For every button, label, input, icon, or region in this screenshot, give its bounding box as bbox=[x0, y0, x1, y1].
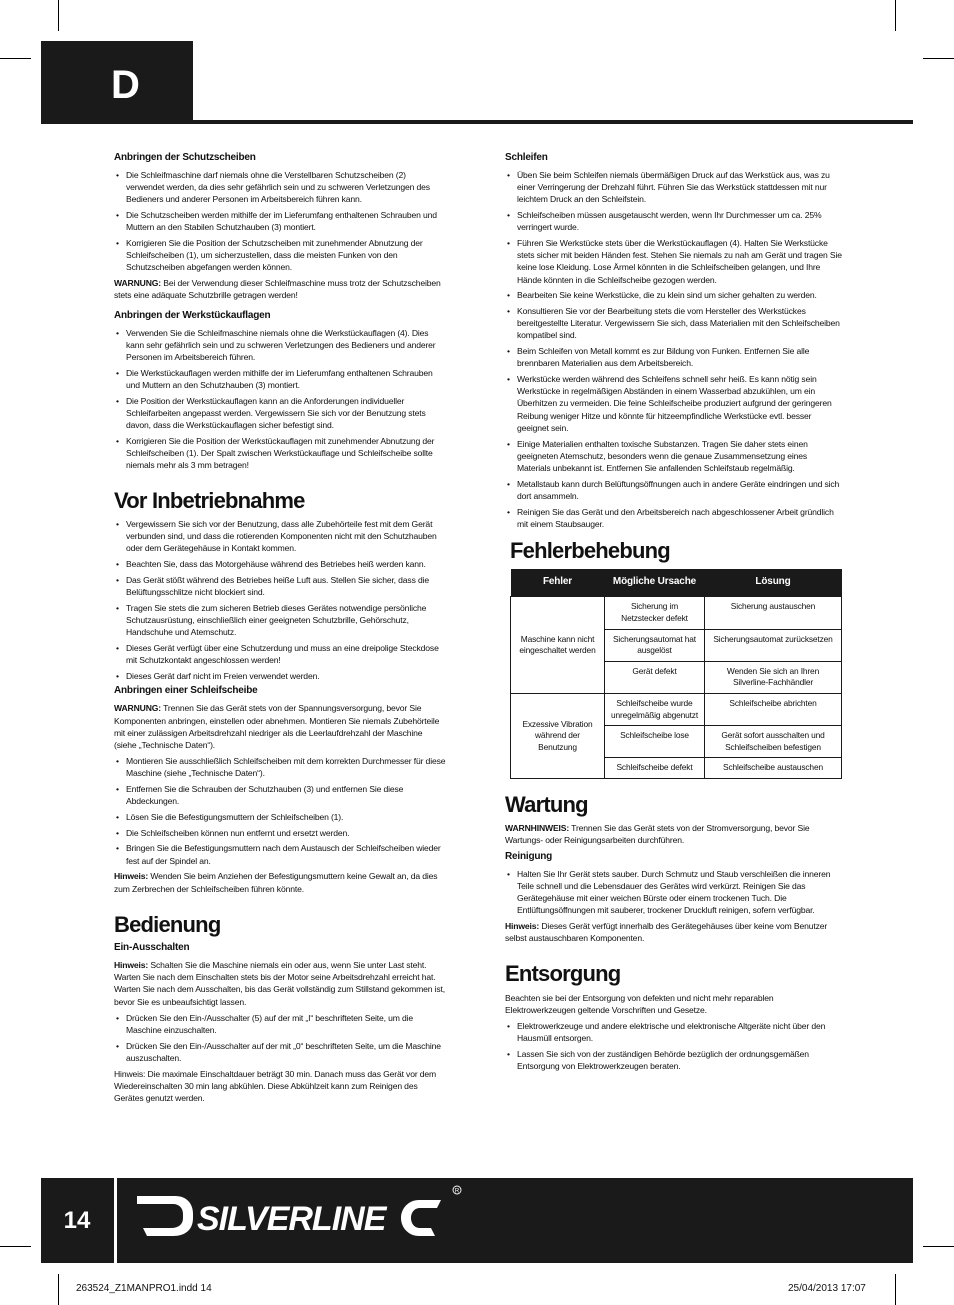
duty-cycle-note: Hinweis: Die maximale Einschaltdauer beträgt 30 min. Danach muss das Gerät vor dem Wiedereinschalten 30 min lang abkühlen. Diese Abkühlzeit kann zum Reinigen des Gerätes genutzt werden. bbox=[114, 1068, 437, 1103]
note-text: Schalten Sie die Maschine niemals ein oder aus, wenn Sie unter Last steht. Warten Sie nach dem Einschalten stets bis der Motor seine Arbeitsdrehzahl erreicht hat. Warten Sie nach dem Ausschalten, bis das Gerät vollständig zum Stillstand gekommen ist, bevor Sie es unbeaufsichtigt lassen. bbox=[114, 959, 446, 1007]
warning-label: WARNUNG: bbox=[114, 703, 162, 714]
list-item: • Dieses Gerät darf nicht im Freien verwendet werden. bbox=[114, 670, 446, 682]
heading-schleifscheibe: Anbringen einer Schleifscheibe bbox=[114, 685, 258, 697]
heading-reinigung: Reinigung bbox=[505, 850, 553, 862]
warning-paragraph bbox=[114, 702, 446, 751]
warning-text: Bei der Verwendung dieser Schleifmaschine muss trotz der Schutzscheiben stets eine adäquate Schutzbrille getragen werden! bbox=[114, 278, 441, 301]
list-inbetriebnahme bbox=[114, 518, 446, 682]
list-entsorgung bbox=[505, 1020, 842, 1072]
list-item: • Montieren Sie ausschließlich Schleifscheiben mit dem korrekten Durchmesser für diese Maschine (siehe „Technische Daten“). bbox=[114, 755, 446, 779]
solution-cell: Wenden Sie sich an Ihren Silverline-Fachhändler bbox=[705, 661, 842, 693]
crop-mark bbox=[923, 1246, 954, 1247]
troubleshooting-table bbox=[510, 569, 842, 779]
list-item: • Dieses Gerät verfügt über eine Schutzerdung und muss an eine dreipolige Steckdose mit Schutzkontakt angeschlossen werden! bbox=[114, 642, 446, 666]
list-item: • Reinigen Sie das Gerät und den Arbeitsbereich nach abgeschlossener Arbeit gründlich mit einem Staubsauger. bbox=[505, 506, 842, 530]
list-item: • Drücken Sie den Ein-/Ausschalter auf der mit „0“ beschrifteten Seite, um die Maschine auszuschalten. bbox=[114, 1040, 446, 1064]
brand-wordmark: SILVERLINE bbox=[197, 1200, 386, 1238]
language-tab bbox=[41, 41, 193, 122]
language-tab-letter: D bbox=[111, 63, 140, 107]
list-ein-ausschalten bbox=[114, 1012, 446, 1064]
registered-mark-letter: R bbox=[454, 1188, 460, 1195]
solution-cell: Sicherung austauschen bbox=[705, 597, 842, 629]
note-label: Hinweis: bbox=[505, 920, 540, 931]
list-werkstueckauflagen bbox=[114, 327, 446, 472]
crop-mark bbox=[58, 1274, 59, 1305]
cause-cell: Schleifscheibe lose bbox=[605, 726, 705, 758]
page-number: 14 bbox=[63, 1207, 91, 1234]
note-label: Hinweis: bbox=[114, 959, 149, 970]
warning-label: WARNHINWEIS: bbox=[505, 823, 570, 834]
silverline-logo bbox=[131, 1182, 471, 1248]
print-slug-file: 263524_Z1MANPRO1.indd 14 bbox=[76, 1283, 212, 1294]
heading-schleifen: Schleifen bbox=[505, 152, 548, 163]
crop-mark bbox=[895, 1274, 896, 1305]
cause-cell: Gerät defekt bbox=[605, 661, 705, 693]
warning-text: Trennen Sie das Gerät stets von der Stromversorgung, bevor Sie Wartungs- oder Reinigungsarbeiten durchführen. bbox=[505, 823, 810, 846]
list-item: • Korrigieren Sie die Position der Schutzscheiben mit zunehmender Abnutzung der Schleifscheiben (1), um sicherzustellen, dass die meisten Funken von den Schutzscheiben abgefangen werden können. bbox=[114, 237, 446, 274]
cause-cell: Sicherungsautomat hat ausgelöst bbox=[605, 629, 705, 661]
solution-cell: Schleifscheibe austauschen bbox=[705, 758, 842, 779]
solution-cell: Sicherungsautomat zurücksetzen bbox=[705, 629, 842, 661]
section-title-bedienung: Bedienung bbox=[114, 911, 221, 937]
list-item: • Entfernen Sie die Schrauben der Schutzhauben (3) und entfernen Sie diese Abdeckungen. bbox=[114, 783, 446, 807]
list-schleifscheibe bbox=[114, 755, 446, 867]
list-item: • Die Schleifmaschine darf niemals ohne die Verstellbaren Schutzscheiben (2) verwendet werden, da dies sehr gefährlich sein und zu schweren Verletzungen des Bedieners und anderer Personen im Arbeitsbereich führen kann. bbox=[114, 169, 446, 206]
list-item: • Lassen Sie sich von der zuständigen Behörde bezüglich der ordnungsgemäßen Entsorgung von Elektrowerkzeugen beraten. bbox=[505, 1048, 842, 1072]
list-item: • Die Position der Werkstückauflagen kann an die Anforderungen individueller Schleifarbeiten angepasst werden. Vergewissern Sie sich vor der Benutzung stets davon, dass die Werkstückauflagen sicher befestigt sind. bbox=[114, 395, 446, 432]
list-item: • Schleifscheiben müssen ausgetauscht werden, wenn Ihr Durchmesser um ca. 25% verringert wurde. bbox=[505, 209, 842, 233]
list-item: • Vergewissern Sie sich vor der Benutzung, dass alle Zubehörteile fest mit dem Gerät verbunden sind, und dass die rotierenden Komponenten nicht mit den Schutzhauben oder dem Gerätegehäuse in Kontakt kommen. bbox=[114, 518, 446, 555]
list-item: • Halten Sie Ihr Gerät stets sauber. Durch Schmutz und Staub verschleißen die inneren Teile schnell und die Lebensdauer des Gerätes wird verkürzt. Reinigen Sie das Gerätegehäuse mit einer weichen Bürste oder einem trockenen Tuch. Die Entlüftungsöffnungen mit sauberer, trockener Druckluft reinigen, sofern verfügbar. bbox=[505, 868, 842, 917]
note-paragraph bbox=[505, 920, 842, 944]
disposal-intro: Beachten sie bei der Entsorgung von defekten und nicht mehr reparablen Elektrowerkzeugen geltende Vorschriften und Gesetze. bbox=[505, 992, 774, 1015]
list-item: • Konsultieren Sie vor der Bearbeitung stets die vom Hersteller des Werkstückes bereitgestellte Literatur. Vergewissern Sie sich, dass Materialien mit den Schleifscheiben kompatibel sind. bbox=[505, 305, 842, 342]
right-column bbox=[505, 152, 842, 1076]
fault-cell: Maschine kann nicht eingeschaltet werden bbox=[511, 597, 605, 694]
list-item: • Bringen Sie die Befestigungsmuttern nach dem Austausch der Schleifscheiben wieder fest auf der Spindel an. bbox=[114, 842, 446, 866]
list-item: • Beachten Sie, dass das Motorgehäuse während des Betriebes heiß werden kann. bbox=[114, 558, 446, 570]
list-item: • Das Gerät stößt während des Betriebes heiße Luft aus. Stellen Sie sicher, dass die Belüftungsschlitze nicht blockiert sind. bbox=[114, 574, 446, 598]
list-item: • Beim Schleifen von Metall kommt es zur Bildung von Funken. Entfernen Sie alle brennbaren Materialien aus dem Arbeitsbereich. bbox=[505, 345, 842, 369]
list-item: • Metallstaub kann durch Belüftungsöffnungen auch in andere Geräte eindringen und sich dort ansammeln. bbox=[505, 478, 842, 502]
header-rule bbox=[41, 120, 913, 124]
list-item: • Drücken Sie den Ein-/Ausschalter (5) auf der mit „I“ beschrifteten Seite, um die Maschine einzuschalten. bbox=[114, 1012, 446, 1036]
crop-mark bbox=[58, 0, 59, 31]
list-item: • Die Werkstückauflagen werden mithilfe der im Lieferumfang enthaltenen Schrauben und Muttern an den Schutzhauben (3) montiert. bbox=[114, 367, 446, 391]
note-label: Hinweis: bbox=[114, 871, 149, 882]
list-item: • Die Schutzscheiben werden mithilfe der im Lieferumfang enthaltenen Schrauben und Muttern an den Stabilen Schutzhauben (3) montiert. bbox=[114, 209, 446, 233]
note-paragraph bbox=[114, 959, 446, 1008]
cause-cell: Schleifscheibe defekt bbox=[605, 758, 705, 779]
list-item: • Üben Sie beim Schleifen niemals übermäßigen Druck auf das Werkstück aus, was zu einer Verringerung der Drehzahl führt. Führen Sie das Werkstück stattdessen mit nur leichtem Druck an den Schleifstein. bbox=[505, 169, 842, 206]
list-item: • Elektrowerkzeuge und andere elektrische und elektronische Altgeräte nicht über den Hausmüll entsorgen. bbox=[505, 1020, 842, 1044]
column-header: Mögliche Ursache bbox=[605, 569, 705, 597]
left-column bbox=[114, 152, 446, 1108]
crop-mark bbox=[0, 1246, 31, 1247]
heading-ein-ausschalten: Ein-Ausschalten bbox=[114, 941, 190, 953]
table-header-row bbox=[511, 569, 842, 597]
fault-cell: Exzessive Vibration während der Benutzung bbox=[511, 694, 605, 779]
section-title-entsorgung: Entsorgung bbox=[505, 961, 621, 987]
footer-bar bbox=[41, 1178, 913, 1263]
list-item: • Einige Materialien enthalten toxische Substanzen. Tragen Sie daher stets einen geeigneten Atemschutz, besonders wenn die genaue Zusammensetzung eines Materials unbekannt ist. Entfernen Sie anfallenden Schleifstaub regelmäßig. bbox=[505, 438, 842, 475]
list-item: • Korrigieren Sie die Position der Werkstückauflagen mit zunehmender Abnutzung der Schleifscheiben (1). Der Spalt zwischen Werkstückauflage und Schleifscheibe sollte niemals mehr als 3 mm betragen! bbox=[114, 435, 446, 472]
list-item: • Verwenden Sie die Schleifmaschine niemals ohne die Werkstückauflagen (4). Dies kann sehr gefährlich sein und zu schweren Verletzungen des Bedieners und anderer Personen im Arbeitsbereich führen. bbox=[114, 327, 446, 364]
list-item: • Lösen Sie die Befestigungsmuttern der Schleifscheiben (1). bbox=[114, 811, 446, 823]
warning-text: Trennen Sie das Gerät stets von der Spannungsversorgung, bevor Sie Komponenten anbringen, einstellen oder abnehmen. Montieren Sie niemals Zubehörteile mit einer zulässigen Arbeitsdrehzahl niedriger als die Leerlaufdrehzahl der Maschine (siehe „Technische Daten“). bbox=[114, 703, 440, 750]
solution-cell: Schleifscheibe abrichten bbox=[705, 694, 842, 726]
column-header: Fehler bbox=[511, 569, 605, 597]
crop-mark bbox=[895, 0, 896, 31]
column-header: Lösung bbox=[705, 569, 842, 597]
cause-cell: Sicherung im Netzstecker defekt bbox=[605, 597, 705, 629]
section-title-fehlerbehebung: Fehlerbehebung bbox=[510, 538, 670, 564]
table-row bbox=[511, 597, 842, 629]
footer-divider bbox=[114, 1178, 117, 1263]
list-item: • Werkstücke werden während des Schleifens schnell sehr heiß. Es kann nötig sein Werkstücke in regelmäßigen Abständen in einem Wasserbad abzukühlen, um ein Überhitzen zu vermeiden. Die feine Schleifscheibe produziert aufgrund der geringeren Reibung weniger Hitze und könnte für hitzeempfindliche Werkstücke evtl. besser geeignet sein. bbox=[505, 373, 842, 434]
list-schutzscheiben bbox=[114, 169, 446, 274]
print-slug-date: 25/04/2013 17:07 bbox=[788, 1283, 866, 1294]
list-item: • Tragen Sie stets die zum sicheren Betrieb dieses Gerätes notwendige persönliche Schutzausrüstung, einschließlich einer geeigneten Schutzbrille, Gehörschutz, Handschuhe und Atemschutz. bbox=[114, 602, 446, 639]
crop-mark bbox=[0, 58, 31, 59]
list-item: • Führen Sie Werkstücke stets über die Werkstückauflagen (4). Halten Sie Werkstücke stets sicher mit beiden Händen fest. Stehen Sie niemals zu nah am Gerät und tragen Sie keine lose Kleidung. Lose Ärmel könnten in die Schleifscheiben gelangen, und Ihre Hände könnten in die Schleifscheibe gezogen werden. bbox=[505, 237, 842, 286]
list-reinigung bbox=[505, 868, 842, 917]
cause-cell: Schleifscheibe wurde unregelmäßig abgenutzt bbox=[605, 694, 705, 726]
crop-mark bbox=[923, 58, 954, 59]
note-text: Wenden Sie beim Anziehen der Befestigungsmuttern keine Gewalt an, da dies zum Zerbrechen der Schleifscheiben führen könnte. bbox=[114, 871, 438, 894]
note-paragraph bbox=[114, 870, 446, 894]
list-item: • Die Schleifscheiben können nun entfernt und ersetzt werden. bbox=[114, 827, 446, 839]
section-title-wartung: Wartung bbox=[505, 792, 588, 817]
list-item: • Bearbeiten Sie keine Werkstücke, die zu klein sind um sicher gehalten zu werden. bbox=[505, 289, 842, 301]
solution-cell: Gerät sofort ausschalten und Schleifscheiben befestigen bbox=[705, 726, 842, 758]
warning-paragraph bbox=[114, 277, 446, 301]
table-row bbox=[511, 694, 842, 726]
list-schleifen bbox=[505, 169, 842, 530]
note-text: Dieses Gerät verfügt innerhalb des Gerätegehäuses über keine vom Benutzer selbst austauschbaren Komponenten. bbox=[505, 920, 828, 944]
warning-paragraph bbox=[505, 822, 842, 846]
section-title-vor-inbetriebnahme: Vor Inbetriebnahme bbox=[114, 487, 305, 513]
heading-schutzscheiben: Anbringen der Schutzscheiben bbox=[114, 152, 256, 163]
warning-label: WARNUNG: bbox=[114, 278, 162, 289]
heading-werkstueckauflagen: Anbringen der Werkstückauflagen bbox=[114, 309, 271, 321]
